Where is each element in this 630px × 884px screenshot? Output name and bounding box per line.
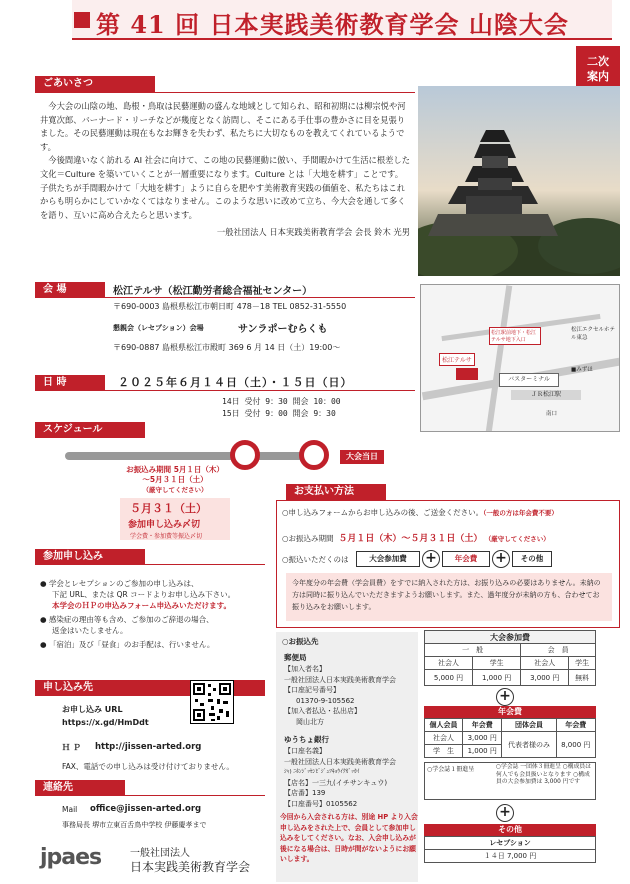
- bank-title: ○お振込先: [282, 637, 319, 646]
- page-title: 第 41 回 日本実践美術教育学会 山陰大会: [96, 10, 569, 39]
- post-line-2: 【口座記号番号】: [284, 686, 340, 694]
- payment-line1: [282, 507, 558, 518]
- title-marker: [74, 12, 90, 28]
- map-terusa-marker: [456, 368, 478, 380]
- castle-photo: [418, 86, 620, 276]
- payment-line1-note: （一般の方は年会費不要）: [483, 509, 558, 517]
- party-venue-name: サンラポーむらくも: [238, 324, 328, 335]
- annual-fee-table: [424, 718, 596, 758]
- contact-mail[interactable]: office@jissen-arted.org: [90, 804, 202, 814]
- annual-fee-note-right: ○学会誌 一団体３冊進呈 ○構成員は何人でも会員扱いとなります ○構成員の大会参加費は 3,000 円です: [496, 764, 591, 786]
- annual-fee-notice: 今年度分の年会費（学会員費）をすでに納入された方は、お振り込みの必要はありません。未納の方は同時に振り込んでいただきますようお願いします。また、過年度分が未納の方も、合わせてお振り込みをお願いします。: [286, 573, 612, 621]
- party-venue-address: 〒690-0887 島根県松江市殿町 369 6 月 14 日（土）19:00～: [113, 343, 341, 352]
- yucho-line-1: 一般社団法人日本実践美術教育学会: [284, 757, 396, 766]
- fee-box-other: その他: [512, 551, 552, 567]
- payment-line1-text: ○申し込みフォームからお申し込みの後、ご送金ください。: [282, 508, 484, 517]
- annual-fee-grid: [424, 718, 596, 758]
- registration-item-2b: 返金はいたしません。: [52, 626, 128, 635]
- col-adult-member: 社会人: [521, 657, 569, 670]
- registration-item-3-text: 「宿泊」及び「昼食」のお手配は、行いません。: [48, 640, 215, 649]
- venue-label: 会 場: [35, 282, 105, 298]
- registration-item-3: ● 「宿泊」及び「昼食」のお手配は、行いません。: [40, 640, 215, 649]
- annual-adult-fee: 3,000 円: [462, 732, 501, 745]
- post-office-details: [284, 664, 396, 727]
- badge-line2: 案内: [587, 70, 609, 83]
- map-south-exit: 南口: [546, 411, 558, 417]
- col-student-general: 学生: [473, 657, 521, 670]
- contact-mail-label: Mail: [62, 805, 78, 814]
- hp-link[interactable]: http://jissen-arted.org: [95, 742, 202, 752]
- fee-student-general: 1,000 円: [473, 670, 521, 686]
- event-day-label: 大会当日: [340, 450, 384, 464]
- post-line-5: 岡山北方: [296, 717, 324, 726]
- map-bus-terminal: バスターミナル: [499, 373, 559, 387]
- map-station: ＪＲ松江駅: [511, 390, 581, 400]
- fee-adult-general: 5,000 円: [425, 670, 473, 686]
- event-dates: ２０２５年６月１４日（土）・１５日（日）: [118, 376, 353, 389]
- yucho-line-3: 【店名】一三九(イチサンキュウ): [284, 778, 388, 787]
- group-rep-label: 代表者様のみ: [502, 732, 556, 758]
- registration-item-1b: 下記 URL、または QR コードよりお申し込み下さい。: [52, 590, 236, 599]
- other-fee-table: [424, 836, 596, 863]
- qr-code[interactable]: [190, 680, 234, 724]
- other-fee-grid: [424, 836, 596, 863]
- contact-office: 事務局長 堺市立東百舌鳥中学校 伊藤慶孝まで: [62, 821, 207, 829]
- payment-line2-prefix: ○お振込み期間: [282, 534, 334, 543]
- annual-student-label: 学 生: [425, 745, 463, 758]
- deadline-text: 参加申し込み〆切: [128, 520, 201, 530]
- timeline-event-marker: [299, 440, 329, 470]
- registration-list: [40, 578, 270, 650]
- annual-student-fee: 1,000 円: [462, 745, 501, 758]
- hp-label: Ｈ Ｐ: [62, 743, 81, 752]
- castle-illustration: [418, 86, 620, 276]
- annual-fee-note-left: ○学会誌１冊進呈: [427, 766, 475, 773]
- party-venue-label: 懇親会（レセプション）会場: [113, 324, 204, 332]
- registration-label: 参加申し込み: [35, 549, 145, 565]
- fee-box-annual: 年会費: [442, 551, 490, 567]
- venue-name: 松江テルサ（松江勤労者総合福祉センター）: [113, 286, 313, 297]
- participation-fee-table: [424, 630, 596, 686]
- registration-item-2: ● 感染症の理由等も含め、ご参加のご辞退の場合、: [40, 615, 214, 624]
- group-header: 団体会員: [502, 719, 556, 732]
- greeting-signature: 一般社団法人 日本実践美術教育学会 会長 鈴木 光男: [216, 227, 410, 238]
- logo-line2: 日本実践美術教育学会: [130, 860, 251, 874]
- registration-item-1-text: 学会とレセプションのご参加の申し込みは、: [48, 579, 199, 588]
- logo-line1: 一般社団法人: [130, 848, 190, 859]
- payment-line2-dates: ５月１日（木）～５月３１日（土）: [338, 534, 483, 544]
- day2-schedule: 15日 受付 9：00 開会 9：30: [222, 409, 336, 418]
- schedule-timeline: [65, 452, 325, 460]
- jpaes-logo: jpaes: [40, 845, 102, 870]
- plus-icon-4: +: [496, 804, 514, 822]
- map-road-vertical: [486, 285, 513, 432]
- payment-line2-note: （厳守してください）: [484, 535, 550, 543]
- map-terusa-label: 松江テルサ: [439, 353, 475, 366]
- badge-line1: 二次: [587, 55, 609, 68]
- apply-url-label: お申し込み URL: [62, 705, 123, 714]
- payment-line3: ○振込いただくのは: [282, 555, 349, 564]
- contact-rule: [35, 795, 265, 796]
- access-map: [420, 284, 620, 432]
- fee-box-participation: 大会参加費: [356, 551, 420, 567]
- dates-label: 日 時: [35, 375, 105, 391]
- apply-url-link[interactable]: https://x.gd/HmDdt: [62, 718, 149, 727]
- group-fee: 8,000 円: [556, 732, 595, 758]
- venue-address: 〒690-0003 島根県松江市朝日町 478－18 TEL 0852-31-5550: [113, 302, 347, 311]
- col-student-member: 学生: [569, 657, 596, 670]
- reception-fee: １４日 7,000 円: [425, 850, 596, 863]
- individual-header: 個人会員: [425, 719, 463, 732]
- payment-label: お支払い方法: [286, 484, 386, 500]
- period-line2: ～5月３１日（土）: [142, 475, 208, 484]
- venue-rule: [35, 297, 415, 298]
- plus-icon-3: +: [496, 688, 514, 706]
- post-line-3: 01370-9-105562: [296, 696, 355, 705]
- post-office-title: 郵便局: [284, 653, 307, 662]
- yucho-details: [284, 746, 396, 809]
- dates-rule: [35, 390, 415, 391]
- group-fee-header: 年会費: [556, 719, 595, 732]
- yucho-line-2: ｼｬ) ﾆﾎﾝｼﾞｯｾﾝﾋﾞｼﾞｭﾂｷｮｳｲｸｶﾞｯｶｲ: [284, 769, 360, 775]
- post-line-4: 【加入者払込・払出店】: [284, 707, 361, 715]
- col-adult-general: 社会人: [425, 657, 473, 670]
- payment-line2: [282, 531, 550, 544]
- period-line1: お振込み期間 5月１日（木）: [126, 465, 224, 474]
- annual-fee-title: 年会費: [424, 706, 596, 718]
- yucho-line-0: 【口座名義】: [284, 747, 326, 755]
- fax-note: FAX、電話での申し込みは受け付けておりません。: [62, 762, 234, 771]
- contact-label: 連絡先: [35, 780, 125, 796]
- greeting-paragraph-1: 今大会の山陰の地、島根・鳥取は民藝運動の盛んな地域として知られ、昭和初期には柳宗悦や河井寛次郎、バーナード・リーチなどが幾度となく訪問し、そこにある手仕事の豊かさに目を見張りました。その民藝運動は現在もなお輝きを失わず、私たちに大切なものを教えてくれているようです。: [40, 101, 406, 152]
- annual-adult-label: 社会人: [425, 732, 463, 745]
- map-hotel-label: 松江エクセルホテル東急: [571, 327, 616, 341]
- new-member-note: 今回から入会される方は、別途 HP より入会申し込みをされた上で、会員として参加申し込みをしてください。なお、入会申し込みが後になる場合は、日時が間がないようにお願いします。: [280, 813, 418, 863]
- individual-fee-header: 年会費: [462, 719, 501, 732]
- registration-item-2-text: 感染症の理由等も含め、ご参加のご辞退の場合、: [48, 615, 214, 624]
- map-exit-note: 松江駅前地下・松江テルサ地下入口: [489, 327, 541, 345]
- general-header: 一 般: [425, 644, 521, 657]
- other-fee-title: その他: [424, 824, 596, 836]
- deadline-date: ５月３１（土）: [130, 502, 207, 515]
- yucho-line-5: 【口座番号】0105562: [284, 799, 358, 808]
- registration-item-1c: 本学会のＨＰの申込みフォーム申込みいただけます。: [52, 601, 232, 610]
- day1-schedule: 14日 受付 9：30 開会 10：00: [222, 397, 341, 406]
- deadline-subtext: 学会費・参加費等振込〆切: [130, 533, 203, 540]
- schedule-label: スケジュール: [35, 422, 145, 438]
- registration-item-1: ● 学会とレセプションのご参加の申し込みは、: [40, 579, 199, 588]
- greeting-heading: ごあいさつ: [35, 76, 155, 92]
- plus-icon-2: +: [492, 550, 510, 568]
- reception-label: レセプション: [425, 837, 596, 850]
- fee-student-member: 無料: [569, 670, 596, 686]
- qr-code-pattern: [191, 681, 233, 723]
- yucho-line-4: 【店番】139: [284, 789, 326, 797]
- map-mizuho: ■みずほ: [571, 367, 593, 373]
- apply-label: 申し込み先: [35, 680, 265, 696]
- registration-rule: [35, 564, 265, 565]
- yucho-title: ゆうちょ銀行: [284, 735, 329, 744]
- payment-period-note: [100, 465, 250, 495]
- fee-adult-member: 3,000 円: [521, 670, 569, 686]
- greeting-body: [40, 100, 410, 240]
- member-header: 会 員: [521, 644, 596, 657]
- participation-fee-title: 大会参加費: [425, 631, 596, 644]
- plus-icon: +: [422, 550, 440, 568]
- post-line-1: 一般社団法人日本実践美術教育学会: [284, 675, 396, 684]
- period-line3: （厳守してください）: [142, 486, 208, 494]
- greeting-paragraph-2: 今後間違いなく訪れる AI 社会に向けて、この地の民藝運動に倣い、手間暇かけて生活に根差した文化＝Culture を築いていくことが一層重要になります。Culture とは「大地を耕す」ことです。子供たちが手間暇かけて「大地を耕す」ように自らを肥やす美術教育実践の価値を、私たちはこれからも明らかにしていかなくてはなりません。このような思いに改めて立ち、今大会を通して多くを語り、互いに高め合えたらと思います。: [40, 155, 411, 220]
- greeting-rule: [35, 92, 415, 93]
- post-line-0: 【加入者名】: [284, 665, 326, 673]
- participation-fee-grid: [424, 630, 596, 686]
